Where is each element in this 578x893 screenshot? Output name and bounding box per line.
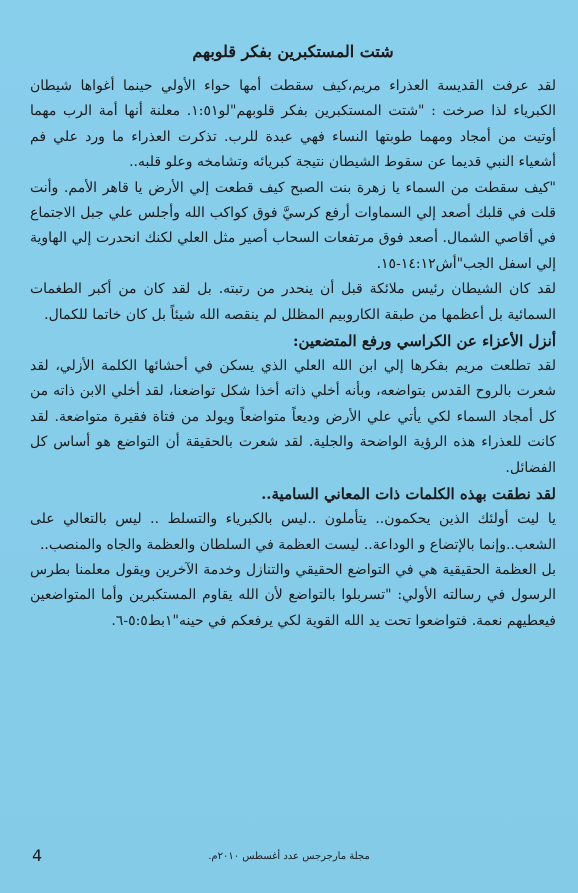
subheading-words: لقد نطقت بهذه الكلمات ذات المعاني السامية..	[261, 485, 556, 504]
paragraph-humility: لقد تطلعت مريم بفكرها إلي ابن الله العلي الذي يسكن في أحشائها الكلمة الأزلي، لقد شعرت بالروح القدس بتواضعه، وبأنه أخلي ذاته أخذا شكل تواضعنا، لقد أخلي الابن ذاته من كل أمجاد السماء لكي يأتي علي الأرض وديعاً متواضعاً ويولد من فتاة فقيرة متواضعة. لقد كانت للعذراء هذه الرؤية الواضحة والجلية. لقد شعرت بالحقيقة أن التواضع هو أساس كل الفضائل.	[30, 358, 556, 476]
page-footer	[0, 846, 578, 870]
magazine-credit: مجلة مارجرجس عدد أغسطس ٢٠١٠م.	[208, 851, 370, 862]
page-number: 4	[32, 846, 43, 865]
article-title: شتت المستكبرين بفكر قلوبهم	[192, 42, 394, 61]
paragraph-mary-pride: لقد عرفت القديسة العذراء مريم،كيف سقطت أمها حواء الأولي حينما أغواها شيطان الكبرياء لذا صرخت : "شتت المستكبرين بفكر قلوبهم"لو١:٥١. معلنة أنها أمة الرب مهما أوتيت من أمجاد ومهما طوبتها النساء فهي عبدة للرب. تذكرت العذراء ما ورد علي فم أشعياء النبي قديما عن سقوط الشيطان نتيجة كبريائه وتشامخه وعلو قلبه..	[30, 78, 557, 171]
subheading-humble: أنزل الأعزاء عن الكراسي ورفع المتضعين:	[292, 332, 556, 351]
paragraph-isaiah-quote: "كيف سقطت من السماء يا زهرة بنت الصبح كيف قطعت إلي الأرض يا قاهر الأمم. وأنت قلت في قلبك أصعد إلي السماوات أرفع كرسيَّ فوق كواكب الله وأجلس علي جبل الاجتماع في أقاصي الشمال. أصعد فوق مرتفعات السحاب أصير مثل العلي لكنك انحدرت إلي الهاوية إلي اسفل الجب"أش١٤:١٢-١٥.	[30, 179, 556, 272]
paragraph-rulers: يا ليت أولئك الذين يحكمون.. يتأملون ..ليس بالكبرياء والتسلط .. ليس بالتعالي على الشعب..وإنما بالإتضاع و الوداعة.. ليست العظمة في السلطان والعظمة والجاه والمنصب..	[30, 511, 556, 553]
article-body	[30, 40, 556, 634]
paragraph-true-greatness: بل العظمة الحقيقية هي في التواضع الحقيقي والتنازل وخدمة الآخرين ويقول معلمنا بطرس الرسول في رسالته الأولي: "تسربلوا بالتواضع لأن الله يقاوم المستكبرين وأما المتواضعين فيعطيهم نعمة. فتواضعوا تحت يد الله القوية لكي يرفعكم في حينه"١بط٥:٥-٦.	[30, 561, 556, 629]
paragraph-satan-fall: لقد كان الشيطان رئيس ملائكة قبل أن ينحدر من رتبته. بل لقد كان من أكبر الطغمات السمائية بل أعظمها من طبقة الكاروبيم المظلل لم ينقصه الله شيئاً بل كان خاتما للكمال.	[30, 281, 556, 323]
